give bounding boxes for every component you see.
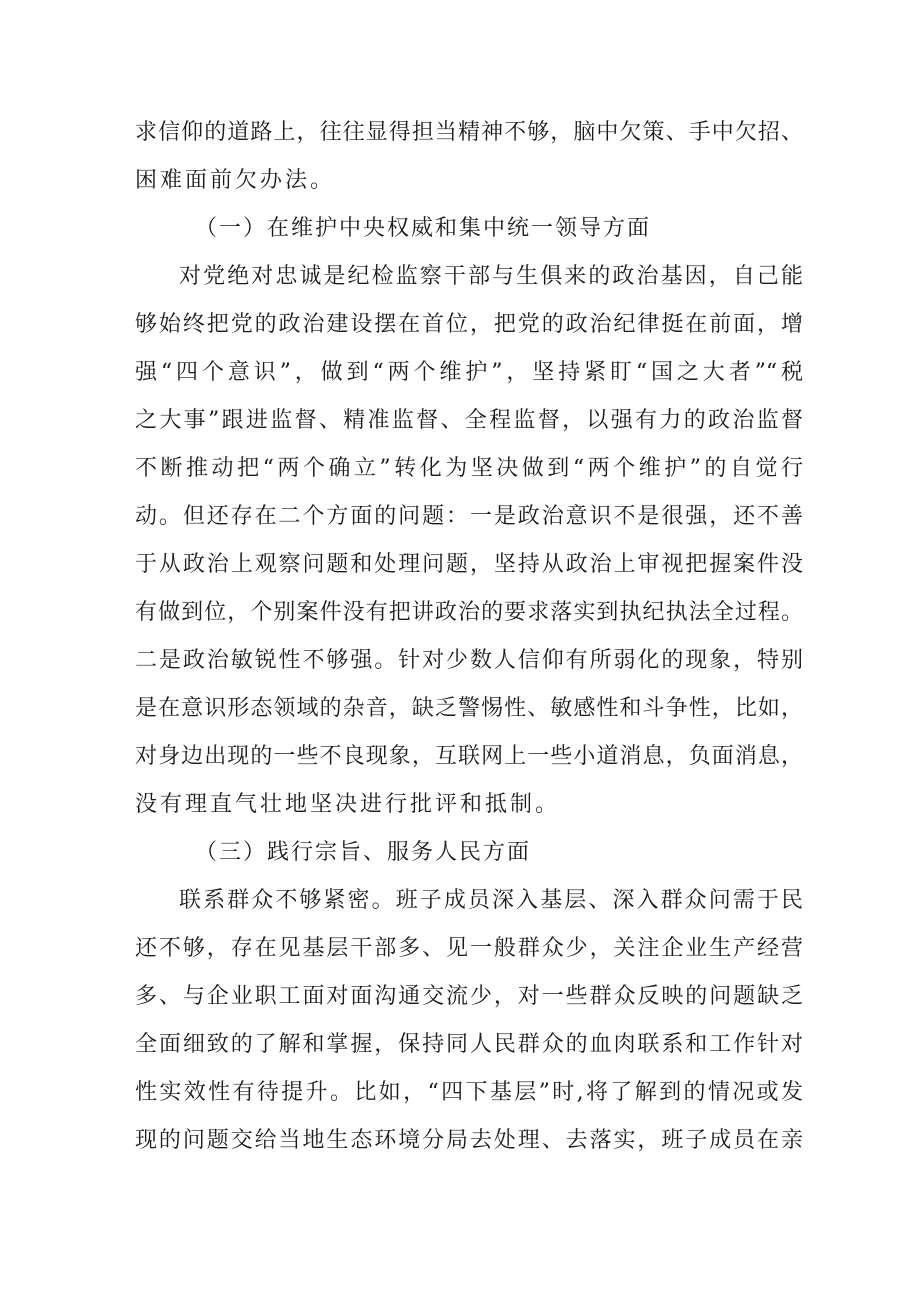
paragraph-line: 对党绝对忠诚是纪检监察干部与生俱来的政治基因，自己能 bbox=[179, 264, 803, 289]
paragraph-line: 联系群众不够紧密。班子成员深入基层、深入群众问需于民 bbox=[179, 888, 803, 913]
paragraph-line: 还不够，存在见基层干部多、见一般群众少，关注企业生产经营 bbox=[135, 936, 803, 961]
paragraph-line: 动。但还存在二个方面的问题：一是政治意识不是很强，还不善 bbox=[135, 504, 803, 529]
paragraph-line: 现的问题交给当地生态环境分局去处理、去落实，班子成员在亲 bbox=[135, 1128, 803, 1153]
paragraph-line: 强“四个意识”，做到“两个维护”，坚持紧盯“国之大者”“税 bbox=[135, 360, 803, 385]
paragraph-line: 之大事”跟进监督、精准监督、全程监督，以强有力的政治监督 bbox=[135, 408, 803, 433]
paragraph-line: 于从政治上观察问题和处理问题，坚持从政治上审视把握案件没 bbox=[135, 552, 803, 577]
paragraph-line: 多、与企业职工面对面沟通交流少，对一些群众反映的问题缺乏 bbox=[135, 984, 803, 1009]
paragraph-line: 不断推动把“两个确立”转化为坚决做到“两个维护”的自觉行 bbox=[135, 456, 803, 481]
section-heading: （三）践行宗旨、服务人民方面 bbox=[195, 840, 532, 865]
paragraph-line: 求信仰的道路上，往往显得担当精神不够，脑中欠策、手中欠招、 bbox=[135, 120, 803, 145]
paragraph-line: 有做到位，个别案件没有把讲政治的要求落实到执纪执法全过程。 bbox=[135, 600, 803, 625]
paragraph-line: 性实效性有待提升。比如，“四下基层”时,将了解到的情况或发 bbox=[135, 1080, 803, 1105]
paragraph-line: 对身边出现的一些不良现象，互联网上一些小道消息，负面消息， bbox=[135, 744, 803, 769]
paragraph-line: 全面细致的了解和掌握，保持同人民群众的血肉联系和工作针对 bbox=[135, 1032, 803, 1057]
paragraph-line: 是在意识形态领域的杂音，缺乏警惕性、敏感性和斗争性，比如， bbox=[135, 696, 803, 721]
paragraph-line: 够始终把党的政治建设摆在首位，把党的政治纪律挺在前面，增 bbox=[135, 312, 803, 337]
paragraph-line: 二是政治敏锐性不够强。针对少数人信仰有所弱化的现象，特别 bbox=[135, 648, 803, 673]
paragraph-line: 困难面前欠办法。 bbox=[135, 168, 336, 193]
section-heading: （一）在维护中央权威和集中统一领导方面 bbox=[195, 216, 652, 241]
paragraph-line: 没有理直气壮地坚决进行批评和抵制。 bbox=[135, 792, 561, 817]
